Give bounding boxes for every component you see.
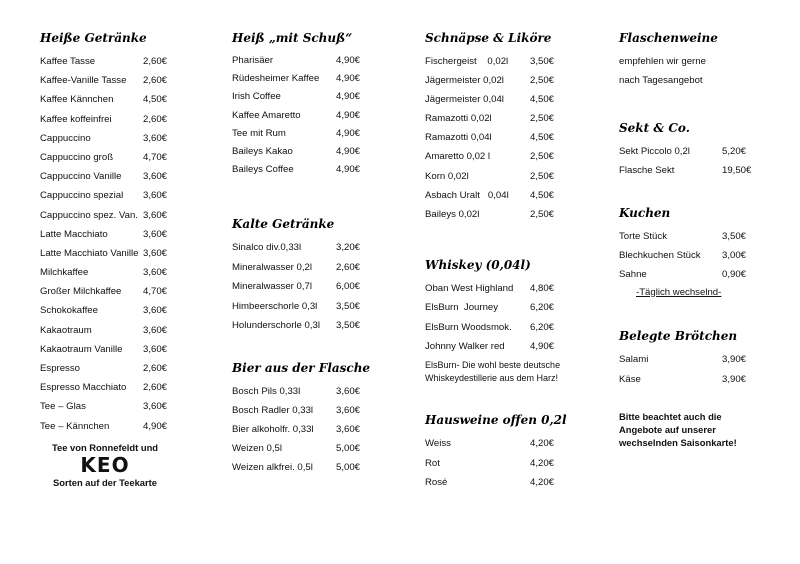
section-title: Heiß „mit Schuß“ — [232, 31, 353, 45]
item-name: Latte Macchiato Vanille — [40, 247, 139, 259]
item-price: 2,60€ — [143, 382, 168, 394]
item-price: 3,60€ — [143, 247, 168, 259]
menu-item — [425, 434, 567, 454]
section-items — [619, 350, 747, 390]
menu-item — [40, 378, 168, 397]
item-name: ElsBurn Journey — [425, 302, 499, 314]
menu-item — [619, 227, 747, 246]
section-kalte-getraenke — [232, 214, 361, 336]
item-name: Tee – Glas — [40, 401, 86, 413]
menu-item — [232, 382, 370, 401]
menu-item — [619, 161, 752, 180]
section-title: Whiskey (0,04l) — [425, 258, 531, 272]
section-title: Kuchen — [619, 206, 671, 220]
section-items — [425, 279, 560, 385]
menu-item — [425, 298, 560, 317]
section-items — [232, 52, 361, 179]
item-price: 3,60€ — [143, 228, 168, 240]
menu-item — [40, 129, 168, 148]
item-name: Mineralwasser 0,7l — [232, 281, 312, 292]
item-name: Kakaotraum Vanille — [40, 343, 123, 355]
item-price: 3,60€ — [143, 401, 168, 413]
menu-item — [232, 439, 370, 458]
item-name: Jägermeister 0,04l — [425, 94, 504, 106]
menu-item — [40, 397, 168, 416]
item-name: Cappuccino groß — [40, 151, 114, 163]
item-price: 5,00€ — [336, 443, 361, 454]
section-items — [232, 238, 361, 336]
menu-item — [232, 458, 370, 477]
menu-item — [40, 282, 168, 301]
menu-item — [619, 370, 747, 390]
tea-note-line1: Tee von Ronnefeldt und — [51, 442, 159, 453]
item-name: Korn 0,02l — [425, 170, 469, 182]
menu-item — [40, 417, 168, 436]
item-name: Latte Macchiato — [40, 228, 108, 240]
item-name: Baileys Coffee — [232, 164, 294, 176]
season-note-line: Bitte beachtet auch die — [619, 411, 722, 422]
item-name: Schokokaffee — [40, 305, 98, 317]
item-price: 2,60€ — [143, 363, 168, 374]
item-price: 3,50€ — [336, 300, 361, 312]
item-price: 3,60€ — [336, 386, 361, 397]
section-heisse-getraenke — [40, 28, 168, 436]
item-name: Jägermeister 0,02l — [425, 75, 504, 87]
item-name: Amaretto 0,02 l — [425, 151, 491, 163]
item-price: 2,50€ — [530, 75, 555, 87]
item-price: 3,60€ — [336, 424, 361, 435]
item-price: 2,50€ — [530, 208, 555, 220]
tea-note — [30, 441, 180, 489]
section-title: Hausweine offen 0,2l — [425, 413, 567, 427]
whiskey-note — [425, 359, 560, 385]
item-price: 4,50€ — [530, 132, 555, 144]
item-name: Pharisäer — [232, 55, 274, 66]
menu-item — [232, 238, 361, 258]
item-name: Salami — [619, 354, 649, 365]
menu-item — [425, 147, 555, 166]
menu-item — [425, 454, 567, 474]
item-price: 3,90€ — [722, 374, 747, 385]
item-price: 3,90€ — [722, 354, 747, 365]
menu-item — [232, 316, 361, 336]
item-name: Oban West Highland — [425, 283, 514, 294]
section-items — [619, 227, 747, 301]
menu-item — [40, 71, 168, 90]
section-hausweine — [425, 410, 567, 493]
menu-item — [232, 125, 361, 143]
menu-item — [619, 265, 747, 284]
section-title: Kalte Getränke — [232, 217, 335, 231]
item-price: 3,50€ — [530, 56, 555, 67]
item-name: Asbach Uralt 0,04l — [425, 189, 509, 201]
season-note — [619, 410, 737, 449]
section-items — [425, 434, 567, 493]
item-price: 2,50€ — [530, 113, 555, 125]
menu-item — [232, 297, 361, 317]
section-title: Flaschenweine — [619, 31, 718, 45]
menu-item — [40, 90, 168, 109]
keo-logo: KEO — [80, 453, 130, 477]
menu-item — [232, 258, 361, 278]
menu-item — [425, 71, 555, 90]
section-title: Belegte Brötchen — [619, 329, 738, 343]
item-price: 4,90€ — [143, 420, 168, 432]
menu-item — [40, 225, 168, 244]
menu-item — [425, 186, 555, 205]
menu-item — [40, 52, 168, 71]
menu-item — [425, 318, 560, 337]
item-name: Milchkaffee — [40, 267, 89, 279]
item-price: 3,60€ — [143, 305, 168, 317]
menu-item — [232, 161, 361, 179]
item-price: 4,50€ — [143, 94, 168, 106]
menu-item — [425, 205, 555, 224]
menu-item — [40, 148, 168, 167]
item-name: Baileys Kakao — [232, 145, 293, 157]
item-price: 3,60€ — [143, 343, 168, 355]
item-price: 4,90€ — [336, 91, 361, 103]
item-price: 3,60€ — [143, 171, 168, 183]
section-items — [619, 52, 718, 90]
section-bier — [232, 358, 370, 477]
item-name: Kaffee koffeinfrei — [40, 113, 112, 125]
item-price: 4,70€ — [143, 286, 168, 298]
item-name: Espresso Macchiato — [40, 382, 127, 394]
item-name: Kaffee-Vanille Tasse — [40, 75, 127, 87]
item-price: 6,00€ — [336, 281, 361, 292]
menu-item — [232, 52, 361, 70]
item-price: 2,50€ — [530, 170, 555, 182]
item-name: Käse — [619, 374, 641, 385]
menu-item — [425, 52, 555, 71]
item-name: Bosch Radler 0,33l — [232, 405, 314, 416]
item-price: 3,20€ — [336, 242, 361, 253]
item-name: Himbeerschorle 0,3l — [232, 300, 318, 312]
item-name: Bosch Pils 0,33l — [232, 386, 301, 397]
menu-item — [619, 142, 747, 161]
item-price: 4,80€ — [530, 283, 555, 294]
item-price: 2,60€ — [143, 56, 168, 67]
item-name: ElsBurn Woodsmok. — [425, 321, 512, 333]
menu-item — [619, 246, 747, 265]
item-name: Irish Coffee — [232, 91, 281, 103]
menu-item — [40, 186, 168, 205]
item-name: Cappuccino spez. Van. — [40, 209, 138, 221]
item-price: 3,60€ — [143, 190, 168, 202]
item-name: Ramazotti 0,02l — [425, 113, 492, 125]
item-price: 4,90€ — [336, 109, 361, 121]
menu-item — [40, 244, 168, 263]
menu-item — [232, 70, 361, 88]
menu-item — [425, 337, 560, 356]
item-price: 4,90€ — [530, 340, 555, 352]
section-sekt — [619, 118, 752, 180]
menu-item — [425, 279, 560, 298]
item-name: Sekt Piccolo 0,2l — [619, 146, 690, 157]
item-price: 3,50€ — [722, 231, 747, 242]
menu-item — [619, 350, 747, 370]
item-price: 4,50€ — [530, 94, 555, 106]
item-name: Kaffee Amaretto — [232, 109, 301, 121]
item-name: Bier alkoholfr. 0,33l — [232, 424, 314, 435]
menu-item — [232, 420, 370, 439]
tea-note-line2: Sorten auf der Teekarte — [52, 477, 158, 488]
item-name: Cappuccino Vanille — [40, 171, 122, 183]
item-price: 2,60€ — [336, 261, 361, 273]
season-note-line: Angebote auf unserer — [619, 424, 716, 435]
section-broetchen — [619, 326, 747, 390]
item-price: 4,20€ — [530, 457, 555, 469]
section-title: Sekt & Co. — [619, 121, 690, 135]
item-name: Holunderschorle 0,3l — [232, 320, 320, 331]
item-name: Tee mit Rum — [232, 127, 286, 139]
menu-item — [232, 401, 370, 420]
menu-item — [232, 107, 361, 125]
menu-item — [425, 109, 555, 128]
item-name: Cappuccino — [40, 132, 91, 144]
section-flaschenweine — [619, 28, 718, 90]
item-price: 2,50€ — [530, 151, 555, 163]
item-price: 4,90€ — [336, 127, 361, 139]
menu-item — [232, 88, 361, 106]
menu-item — [40, 301, 168, 320]
section-items — [40, 52, 168, 436]
item-price: 3,00€ — [722, 250, 747, 262]
item-name: Kaffee Tasse — [40, 56, 96, 67]
item-price: 4,90€ — [336, 145, 361, 157]
item-name: Rüdesheimer Kaffee — [232, 73, 320, 85]
item-price: 4,20€ — [530, 477, 555, 488]
menu-item — [40, 206, 168, 225]
section-text: empfehlen wir gerne — [619, 56, 706, 67]
item-name: Kakaotraum — [40, 324, 92, 336]
menu-item — [40, 167, 168, 186]
menu-item — [425, 128, 555, 147]
item-price: 2,60€ — [143, 75, 168, 87]
menu-item — [425, 473, 567, 493]
item-price: 4,90€ — [336, 164, 361, 176]
section-title: Bier aus der Flasche — [232, 361, 371, 375]
section-text: nach Tagesangebot — [619, 75, 703, 87]
menu-item — [40, 340, 168, 359]
section-title: Schnäpse & Liköre — [425, 31, 552, 45]
item-name: Fischergeist 0,02l — [425, 56, 509, 67]
menu-item — [40, 321, 168, 340]
note-line: ElsBurn- Die wohl beste deutsche — [425, 360, 561, 371]
item-price: 3,60€ — [143, 267, 168, 279]
item-name: Cappuccino spezial — [40, 190, 124, 202]
item-price: 4,90€ — [336, 55, 361, 66]
section-title: Heiße Getränke — [40, 31, 147, 45]
item-name: Rosé — [425, 477, 448, 488]
item-price: 2,60€ — [143, 113, 168, 125]
item-name: Mineralwasser 0,2l — [232, 261, 312, 273]
section-items — [425, 52, 555, 224]
item-price: 4,50€ — [530, 189, 555, 201]
item-price: 3,50€ — [336, 320, 361, 331]
item-price: 4,90€ — [336, 73, 361, 85]
item-name: Baileys 0,02l — [425, 208, 480, 220]
item-price: 6,20€ — [530, 302, 555, 314]
note-line: Whiskeydestillerie aus dem Harz! — [425, 373, 559, 384]
menu-item — [40, 110, 168, 129]
item-name: Ramazotti 0,04l — [425, 132, 492, 144]
section-items — [232, 382, 370, 477]
section-heiss-mit-schuss — [232, 28, 361, 179]
item-name: Tee – Kännchen — [40, 420, 110, 432]
item-name: Sahne — [619, 269, 647, 281]
section-footer: -Täglich wechselnd- — [636, 286, 722, 298]
season-note-line: wechselnden Saisonkarte! — [619, 437, 737, 448]
item-name: Großer Milchkaffee — [40, 286, 122, 298]
menu-item — [425, 167, 555, 186]
item-price: 19,50€ — [722, 165, 752, 177]
item-price: 6,20€ — [530, 321, 555, 333]
section-items — [619, 142, 752, 180]
item-price: 4,70€ — [143, 151, 168, 163]
item-price: 5,00€ — [336, 462, 361, 473]
item-name: Weizen 0,5l — [232, 443, 282, 454]
item-name: Torte Stück — [619, 231, 667, 242]
section-kuchen — [619, 203, 747, 301]
menu-item — [232, 143, 361, 161]
item-name: Flasche Sekt — [619, 165, 675, 177]
item-name: Rot — [425, 457, 440, 469]
item-name: Johnny Walker red — [425, 340, 505, 352]
item-price: 3,60€ — [336, 405, 361, 416]
item-price: 5,20€ — [722, 146, 747, 157]
item-name: Weizen alkfrei. 0,5l — [232, 462, 313, 473]
item-name: Blechkuchen Stück — [619, 250, 701, 262]
item-price: 0,90€ — [722, 269, 747, 281]
item-name: Weiss — [425, 438, 451, 449]
menu-item — [40, 359, 168, 378]
item-name: Kaffee Kännchen — [40, 94, 114, 106]
item-price: 4,20€ — [530, 438, 555, 449]
item-price: 3,60€ — [143, 132, 168, 144]
item-price: 3,60€ — [143, 324, 168, 336]
item-price: 3,60€ — [143, 209, 168, 221]
section-schnaepse — [425, 28, 555, 224]
menu-item — [40, 263, 168, 282]
menu-item — [232, 277, 361, 297]
menu-item — [425, 90, 555, 109]
item-name: Espresso — [40, 363, 80, 374]
section-whiskey — [425, 255, 560, 385]
item-name: Sinalco div.0,33l — [232, 242, 302, 253]
